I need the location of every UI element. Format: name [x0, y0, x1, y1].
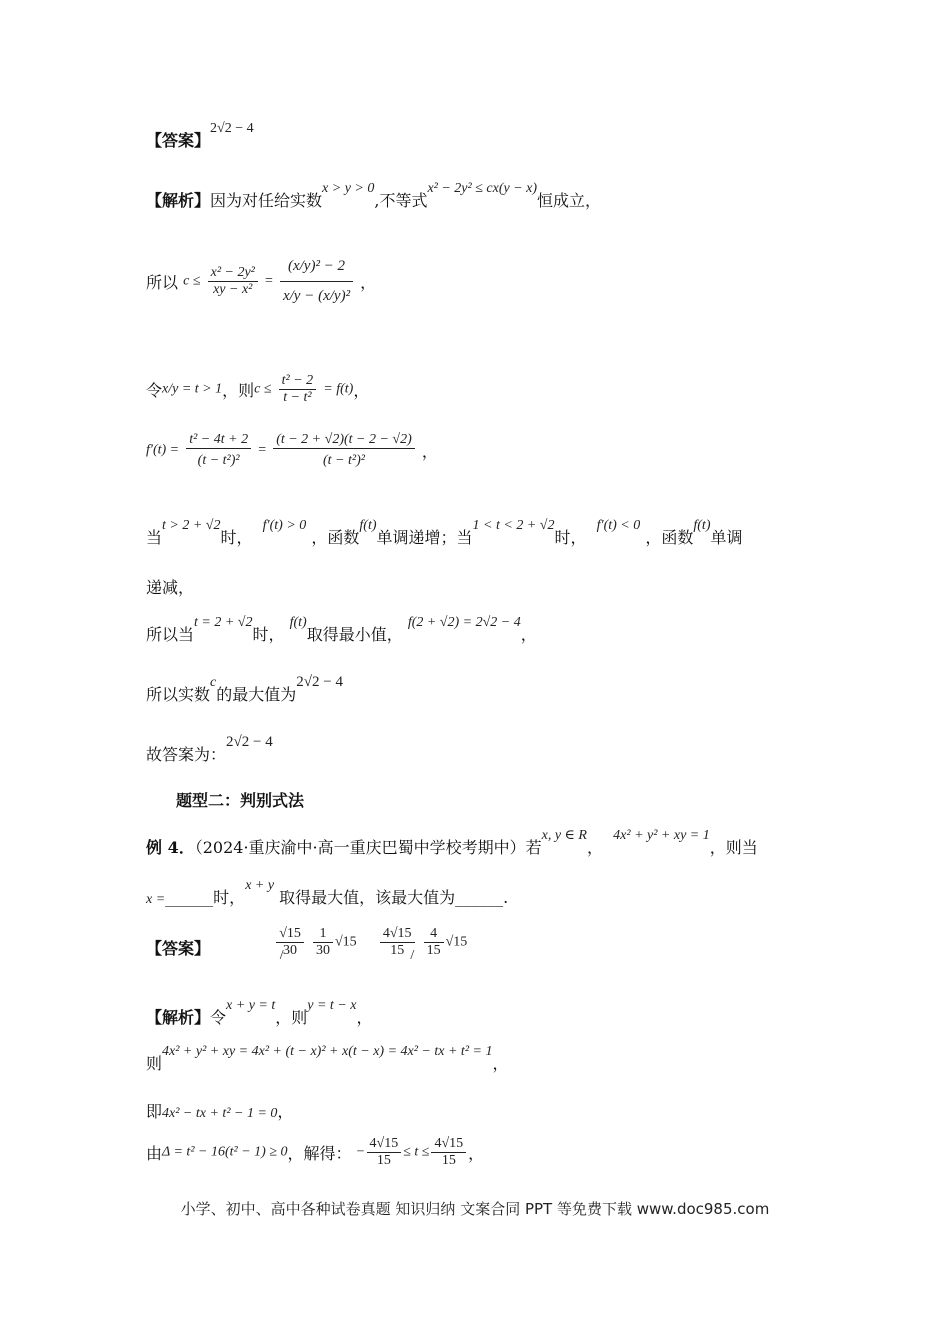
math-inline: √15 — [334, 934, 357, 950]
numerator: 4√15 — [367, 1136, 402, 1153]
answer-value: 2√2 − 4 — [210, 121, 254, 136]
numerator: √15 — [276, 926, 304, 943]
math-inline: √15 — [445, 934, 468, 950]
numerator: 1 — [313, 926, 333, 943]
answer-line-2 — [146, 926, 476, 963]
math-inline: f(t) — [289, 615, 307, 630]
fraction — [367, 1136, 402, 1169]
denominator: (t − t²)² — [197, 453, 240, 468]
analysis-line-8 — [146, 674, 343, 704]
text: 单调递增；当 — [376, 528, 473, 547]
numerator: t² − 4t + 2 — [186, 432, 251, 449]
analysis-line-5 — [146, 518, 743, 547]
math-inline: y = t − x — [307, 998, 357, 1013]
text: ， — [468, 1144, 485, 1163]
text: 所以当 — [146, 625, 195, 644]
math-inline: x, y ∈ R — [541, 828, 587, 843]
text: 时， — [213, 888, 246, 907]
analysis-line-3 — [146, 373, 369, 406]
math-inline: f′(t) = — [146, 442, 180, 458]
text: ， — [360, 273, 377, 292]
math-inline: c ≤ — [183, 273, 201, 289]
fraction — [279, 373, 317, 406]
numerator: 4√15 — [380, 926, 415, 943]
math-inline: c ≤ — [254, 381, 272, 397]
math-inline: f′(t) < 0 — [596, 518, 641, 533]
text: 取得最大值，该最大值为 — [279, 888, 456, 907]
text: 则 — [146, 1054, 163, 1073]
analysis-line-7 — [146, 615, 537, 644]
denominator: 30 — [283, 943, 298, 958]
answer-fraction-alt — [424, 926, 444, 959]
text: 取得最小值， — [306, 625, 403, 644]
text: ， — [520, 625, 537, 644]
analysis-2-line-4 — [146, 1136, 484, 1169]
text: 故答案为： — [146, 745, 227, 764]
text: ，函数 — [645, 528, 694, 547]
text: 恒成立， — [537, 191, 602, 210]
text: ,不等式 — [374, 191, 428, 210]
math-inline: x² − 2y² ≤ cx(y − x) — [427, 181, 538, 196]
text: 时， — [220, 528, 253, 547]
math-inline: x + y = t — [226, 998, 276, 1013]
numerator: t² − 2 — [279, 373, 317, 390]
denominator: t − t² — [283, 390, 312, 405]
denominator: 15 — [390, 943, 405, 958]
minus-sign: − — [356, 1144, 365, 1160]
text: ，则 — [275, 1008, 308, 1027]
text: ，解得： — [287, 1144, 352, 1163]
math-inline: f(t) — [693, 518, 711, 533]
math-inline: 2√2 − 4 — [296, 674, 343, 690]
text: 时， — [252, 625, 285, 644]
analysis-2-line-1 — [146, 998, 373, 1027]
analysis-line-1 — [146, 181, 602, 210]
math-inline: = f(t) — [323, 381, 354, 397]
text: 即 — [146, 1102, 163, 1121]
math-inline: 1 < t < 2 + √2 — [472, 518, 555, 533]
math-inline: c — [210, 675, 217, 690]
text: 当 — [146, 528, 163, 547]
text: ， — [586, 838, 603, 857]
math-inline: x = — [146, 892, 166, 907]
numerator: 4 — [424, 926, 444, 943]
analysis-line-4 — [146, 432, 438, 469]
denominator: x/y − (x/y)² — [282, 288, 351, 304]
analysis-label: 【解析】 — [146, 191, 211, 210]
section-title: 题型二：判别式法 — [176, 791, 305, 810]
numerator: 4√15 — [431, 1136, 466, 1153]
page-footer: 小学、初中、高中各种试卷真题 知识归纳 文案合同 PPT 等免费下载 www.doc985.com — [180, 1200, 770, 1218]
math-inline: 2√2 − 4 — [226, 734, 273, 750]
text: 单调 — [710, 528, 743, 547]
math-inline: f(2 + √2) = 2√2 − 4 — [407, 615, 521, 630]
answer-blank-2: ______ — [455, 888, 504, 907]
text: 的最大值为 — [216, 685, 297, 704]
analysis-2-line-3 — [146, 1104, 293, 1121]
fraction — [273, 432, 415, 469]
text: 由 — [146, 1144, 163, 1163]
example-source: （2024·重庆渝中·高一重庆巴蜀中学校考期中）若 — [194, 838, 542, 857]
math-inline: Δ = t² − 16(t² − 1) ≥ 0 — [162, 1144, 288, 1160]
text: . — [503, 888, 509, 907]
text: ， — [492, 1054, 509, 1073]
fraction — [208, 265, 258, 298]
answer-blank-1: ______ — [165, 888, 214, 907]
math-inline: x/y = t > 1 — [162, 381, 223, 397]
numerator: (x/y)² − 2 — [280, 258, 353, 282]
text: ， — [277, 1102, 294, 1121]
analysis-line-9 — [146, 734, 273, 764]
math-inline: x > y > 0 — [322, 181, 375, 196]
analysis-line-6 — [146, 580, 194, 596]
denominator: 30 — [315, 943, 330, 958]
slash: / — [279, 948, 284, 963]
fraction — [186, 432, 251, 469]
math-inline: f′(t) > 0 — [262, 518, 307, 533]
math-inline: f(t) — [359, 518, 377, 533]
example-4-question — [146, 828, 758, 857]
example-4-question-cont — [146, 878, 509, 907]
text: 因为对任给实数 — [210, 191, 323, 210]
analysis-label: 【解析】 — [146, 1008, 211, 1027]
text: 所以实数 — [146, 685, 211, 704]
fraction — [431, 1136, 466, 1169]
text: ， — [356, 1008, 373, 1027]
denominator: 15 — [441, 1153, 456, 1168]
numerator: (t − 2 + √2)(t − 2 − √2) — [273, 432, 415, 449]
text: 令 — [210, 1008, 227, 1027]
math-inline: t > 2 + √2 — [162, 518, 221, 533]
text: ，则当 — [709, 838, 758, 857]
math-inline: 4x² + y² + xy = 1 — [613, 828, 710, 843]
fraction — [280, 258, 353, 305]
numerator: x² − 2y² — [208, 265, 258, 282]
equals-sign: = — [264, 273, 273, 289]
math-inline: 4x² − tx + t² − 1 = 0 — [162, 1106, 278, 1121]
text: ， — [353, 381, 370, 400]
text: ，则 — [222, 381, 255, 400]
math-inline: 4x² + y² + xy = 4x² + (t − x)² + x(t − x) = 4x² − tx + t² = 1 — [162, 1044, 493, 1059]
equals-sign: = — [258, 442, 267, 458]
analysis-2-line-2 — [146, 1044, 509, 1073]
denominator: xy − x² — [213, 282, 253, 297]
text: 令 — [146, 381, 163, 400]
text: 递减， — [146, 578, 195, 597]
text: 所以 — [146, 273, 179, 292]
answer-fraction-alt — [313, 926, 333, 959]
example-label: 例 4． — [146, 838, 195, 857]
math-inline: t = 2 + √2 — [194, 615, 253, 630]
denominator: 15 — [426, 943, 441, 958]
answer-label: 【答案】 — [146, 939, 211, 958]
text: ，函数 — [311, 528, 360, 547]
math-inline: ≤ t ≤ — [403, 1144, 430, 1160]
answer-line-1 — [146, 121, 254, 150]
text: 时， — [554, 528, 587, 547]
math-inline: x + y — [245, 878, 275, 893]
answer-label: 【答案】 — [146, 131, 211, 150]
text: ， — [421, 442, 438, 461]
analysis-line-2 — [146, 258, 376, 305]
slash: / — [410, 948, 415, 963]
denominator: (t − t²)² — [323, 453, 365, 468]
denominator: 15 — [376, 1153, 391, 1168]
